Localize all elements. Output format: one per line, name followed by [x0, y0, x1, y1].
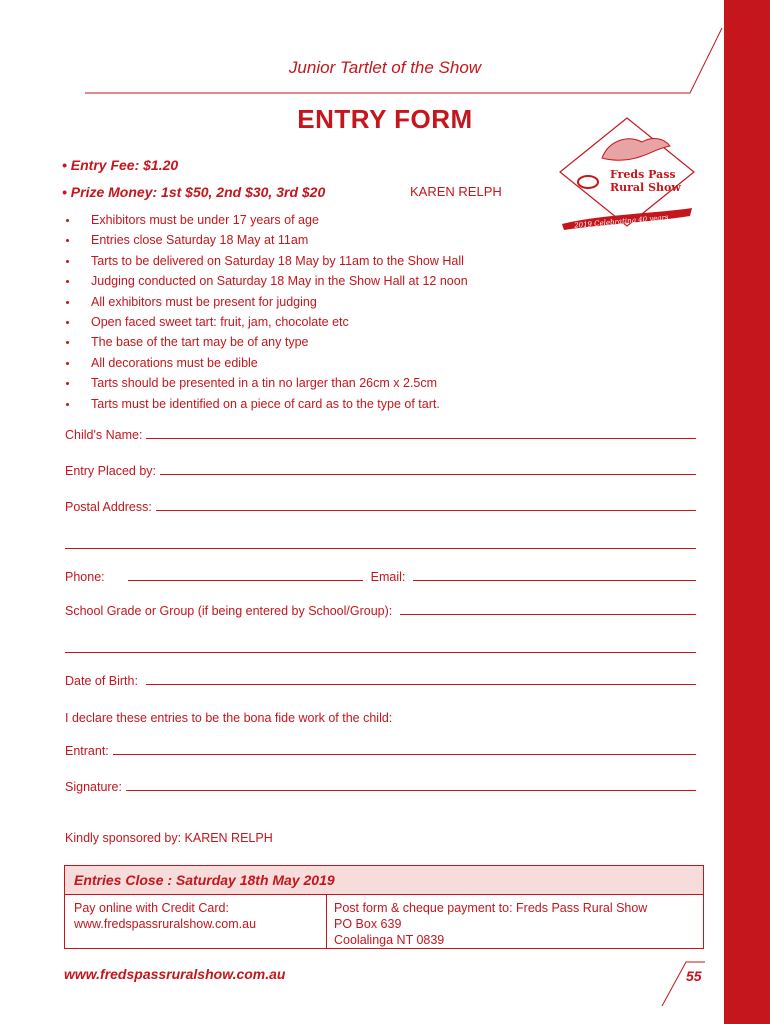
phone-line[interactable]	[128, 579, 363, 581]
lasso-icon	[578, 176, 598, 188]
logo-line2: Rural Show	[610, 181, 681, 194]
rule-item: Tarts must be identified on a piece of card as to the type of tart.	[62, 394, 468, 414]
childs-name-field[interactable]	[65, 428, 696, 442]
entry-placed-by-line[interactable]	[160, 473, 696, 475]
show-title: Junior Tartlet of the Show	[288, 58, 482, 77]
email-label: Email:	[370, 570, 406, 584]
hat-icon	[602, 139, 670, 161]
pay-online-cell	[65, 895, 327, 948]
rule-item: All decorations must be edible	[62, 353, 468, 373]
pay-online-url[interactable]: www.fredspassruralshow.com.au	[74, 917, 257, 931]
logo-line1: Freds Pass	[610, 168, 676, 181]
entrant-field[interactable]	[65, 744, 696, 758]
entries-close-box	[64, 865, 704, 949]
sponsor-name: KAREN RELPH	[410, 184, 502, 199]
po-box: PO Box 639	[334, 917, 402, 931]
school-grade-field[interactable]	[65, 604, 696, 618]
phone-label: Phone:	[65, 570, 105, 584]
post-form-label: Post form & cheque payment to: Freds Pass Rural Show	[334, 901, 648, 915]
signature-line[interactable]	[126, 789, 696, 791]
rule-item: The base of the tart may be of any type	[62, 332, 468, 352]
email-line[interactable]	[413, 579, 696, 581]
school-grade-label: School Grade or Group (if being entered by School/Group):	[65, 604, 393, 618]
entry-placed-by-field[interactable]	[65, 464, 696, 478]
childs-name-line[interactable]	[146, 437, 696, 439]
post-form-cell	[334, 895, 647, 948]
school-grade-line[interactable]	[400, 613, 696, 615]
entrant-line[interactable]	[113, 753, 696, 755]
rule-item: Entries close Saturday 18 May at 11am	[62, 230, 468, 250]
entry-placed-by-label: Entry Placed by:	[65, 464, 157, 478]
postal-address-line[interactable]	[156, 509, 696, 511]
postal-address-line-2[interactable]	[65, 548, 696, 549]
rule-item: Tarts to be delivered on Saturday 18 May by 11am to the Show Hall	[62, 251, 468, 271]
pay-online-label: Pay online with Credit Card:	[74, 901, 229, 915]
footer-url[interactable]: www.fredspassruralshow.com.au	[64, 966, 286, 982]
childs-name-label: Child's Name:	[65, 428, 143, 442]
sponsored-by-text: Kindly sponsored by: KAREN RELPH	[65, 831, 273, 845]
freds-pass-logo	[552, 112, 702, 232]
postal-address-label: Postal Address:	[65, 500, 152, 514]
postal-address-field[interactable]	[65, 500, 696, 514]
rules-list	[62, 210, 468, 414]
school-grade-line-2[interactable]	[65, 652, 696, 653]
entries-close-heading: Entries Close : Saturday 18th May 2019	[65, 866, 703, 895]
entry-fee: • Entry Fee: $1.20	[62, 157, 179, 173]
logo-ribbon-text: 2019 Celebrating 40 years	[573, 213, 669, 230]
date-of-birth-field[interactable]	[65, 674, 696, 688]
signature-field[interactable]	[65, 780, 696, 794]
signature-label: Signature:	[65, 780, 122, 794]
prize-money: • Prize Money: 1st $50, 2nd $30, 3rd $20	[62, 184, 326, 200]
postal-locality: Coolalinga NT 0839	[334, 933, 445, 947]
date-of-birth-label: Date of Birth:	[65, 674, 138, 688]
page-number: 55	[686, 968, 702, 984]
entrant-label: Entrant:	[65, 744, 109, 758]
rule-item: Tarts should be presented in a tin no larger than 26cm x 2.5cm	[62, 373, 468, 393]
phone-email-row	[65, 570, 696, 584]
date-of-birth-line[interactable]	[146, 683, 696, 685]
rule-item: Open faced sweet tart: fruit, jam, chocolate etc	[62, 312, 468, 332]
rule-item: Judging conducted on Saturday 18 May in the Show Hall at 12 noon	[62, 271, 468, 291]
rule-item: All exhibitors must be present for judging	[62, 292, 468, 312]
page-title: ENTRY FORM	[297, 104, 473, 134]
rule-item: Exhibitors must be under 17 years of age	[62, 210, 468, 230]
declaration-text: I declare these entries to be the bona fide work of the child:	[65, 711, 393, 725]
